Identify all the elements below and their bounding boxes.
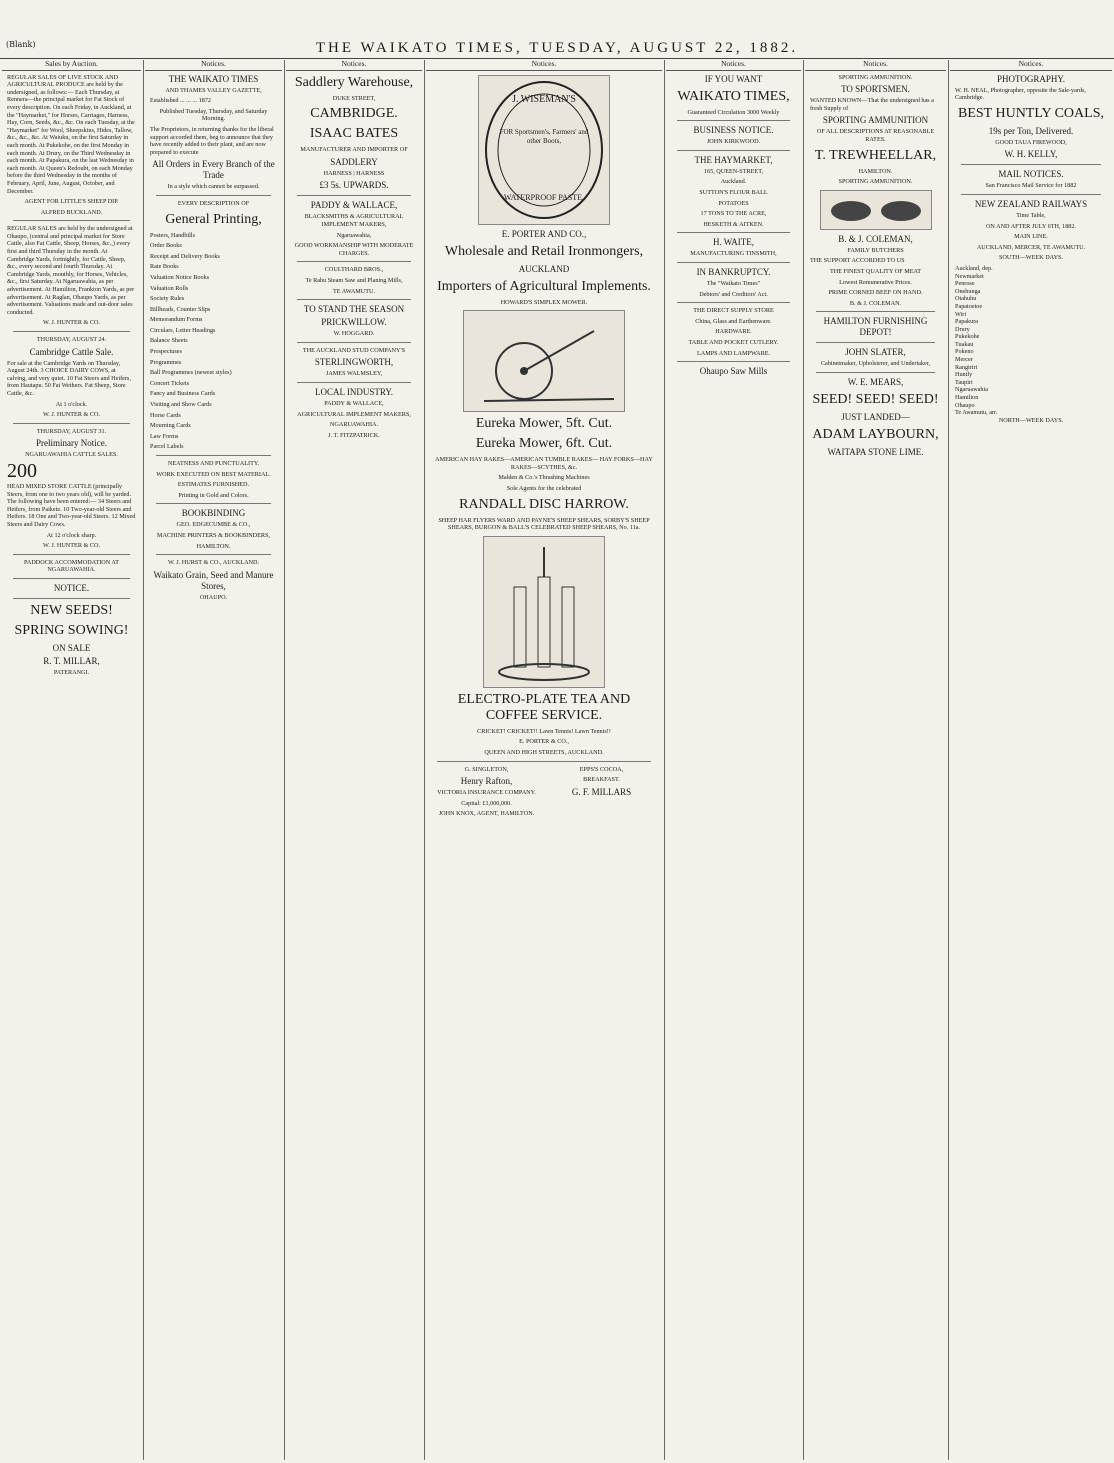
merchant-name: G. F. MILLARS (571, 786, 632, 797)
column-heading: Notices. (286, 60, 422, 71)
firm-name: HESKETH & AITKEN. (703, 220, 764, 228)
station-name: Penrose (955, 280, 975, 288)
sale-title: Cambridge Cattle Sale. (29, 346, 114, 357)
station-name: Mercer (955, 356, 973, 364)
station-name: Rangiriri (955, 363, 978, 371)
insurance-capital: Capital: £1,000,000. (461, 799, 512, 807)
auctioneer-name: W. J. HUNTER & CO. (42, 542, 100, 550)
paper-name: THE WAIKATO TIMES (168, 73, 259, 84)
section-title: HARDWARE. (715, 328, 752, 336)
station-name: Papatoetoe (955, 302, 983, 310)
owner-name: W. HOGGARD. (333, 330, 375, 338)
brand-name: J. WISEMAN'S (512, 93, 576, 105)
printing-list (150, 232, 277, 451)
column-heading: Notices. (426, 60, 662, 71)
saddlery-title: Saddlery Warehouse, (294, 74, 414, 90)
signatory: JOHN KIRKWOOD. (706, 138, 761, 146)
railway-title: NEW ZEALAND RAILWAYS (974, 198, 1088, 209)
station-name: Huntly (955, 371, 973, 379)
firm-name: PADDY & WALLACE, (324, 399, 384, 407)
butcher-name: B. & J. COLEMAN. (849, 299, 902, 307)
cocoa-sub: BREAKFAST. (583, 776, 620, 784)
seeds-title: NEW SEEDS! (30, 602, 113, 618)
printing-item: Rate Books (150, 263, 179, 271)
column-heading: Notices. (145, 60, 282, 71)
seed-title: SEED! SEED! SEED! (812, 391, 939, 407)
thrasher-line: Malden & Co.'s Thrashing Machines (498, 474, 590, 482)
material-line: WORK EXECUTED ON BEST MATERIAL. (156, 470, 271, 478)
jeweller-name: G. SINGLETON, (464, 765, 509, 773)
station-name: Pokeno (955, 348, 974, 356)
newspaper-title: THE WAIKATO TIMES, TUESDAY, AUGUST 22, 1882. (315, 40, 799, 56)
stallion-title: TO STAND THE SEASON (303, 304, 405, 315)
direction: NORTH—WEEK DAYS. (998, 416, 1064, 424)
orders-line: All Orders in Every Branch of the Trade (152, 159, 275, 181)
market-street: 165, QUEEN-STREET, (703, 167, 764, 175)
issue-number: (Blank) (6, 40, 36, 49)
column-ironmongers (426, 60, 662, 1460)
cattle-illustration (820, 190, 932, 230)
photo-body: W. H. NEAL, Photographer, opposite the Sale-yards, Cambridge. (955, 86, 1086, 102)
station-name: Auckland, dep. (955, 264, 993, 272)
printing-item: Parcel Labels (150, 443, 184, 451)
brand-product: WATERPROOF PASTE. (503, 192, 585, 202)
mower-model: Eureka Mower, 5ft. Cut. (475, 416, 613, 432)
landed-title: JUST LANDED— (841, 411, 910, 422)
firm-name: PADDY & WALLACE, (310, 200, 398, 211)
style-line: In a style which cannot be surpassed. (167, 183, 260, 191)
merchant-name: ISAAC BATES (309, 126, 399, 142)
column-notices-5 (666, 60, 801, 1460)
printing-item: Fancy and Business Cards (150, 390, 216, 398)
product-line: POTATOES (718, 199, 749, 207)
station-name: Tuakau (955, 340, 974, 348)
printing-item: Valuation Notice Books (150, 273, 210, 281)
product: HARNESS | HARNESS (323, 169, 385, 177)
printing-item: Prospectuses (150, 348, 182, 356)
bankruptcy-title: IN BANKRUPTCY. (696, 266, 771, 277)
auctioneer-name: W. J. HUNTER & CO. (42, 319, 100, 327)
estimates-line: ESTIMATES FURNISHED. (177, 481, 250, 489)
column-heading: Notices. (805, 60, 946, 71)
station-name: Ohaupo (955, 401, 975, 409)
every-line: EVERY DESCRIPTION OF (177, 199, 250, 207)
insurance-agent: JOHN KNOX, AGENT, HAMILTON. (438, 810, 535, 818)
station-name: Otahuhu (955, 295, 977, 303)
paddock-notice: PADDOCK ACCOMMODATION AT NGARUAWAHIA. (23, 558, 119, 574)
coal-price: 19s per Ton, Delivered. (988, 125, 1074, 136)
established: Established ... ... ... 1872 (150, 97, 212, 105)
paper-subtitle: AND THAMES VALLEY GAZETTE, (165, 86, 262, 94)
station-name: Onehunga (955, 287, 981, 295)
store-title: THE DIRECT SUPPLY STORE (693, 307, 774, 315)
rakes-line: AMERICAN HAY RAKES—AMERICAN TUMBLE RAKES— HAY FORKS—HAY RAKES—SCYTHES, &c. (435, 456, 653, 471)
section-title: China, Glass and Earthenware. (695, 317, 772, 325)
printing-item: Law Forms (150, 432, 179, 440)
seller-name: R. T. MILLAR, (43, 655, 100, 666)
price-line: Lowest Remunerative Prices. (839, 278, 912, 286)
firm-name: E. PORTER & CO., (519, 738, 569, 746)
station-name: Newmarket (955, 272, 984, 280)
auctioneer-name: W. J. HUNTER & CO. (42, 411, 100, 419)
paper-name: The "Waikato Times" (706, 279, 761, 287)
direction: SOUTH—WEEK DAYS. (998, 254, 1064, 262)
printing-item: Society Rules (150, 295, 185, 303)
line-title: MAIN LINE. (1014, 233, 1048, 241)
station-name: Drury (955, 325, 970, 333)
lime-title: WAITAPA STONE LIME. (827, 446, 924, 457)
printing-item: Horse Cards (150, 411, 181, 419)
firm-trade: Wholesale and Retail Ironmongers, (444, 243, 644, 259)
column-notices-6 (805, 60, 946, 1460)
printer-name: GEO. EDGECUMBE & CO., (176, 521, 251, 529)
quality-line: THE FINEST QUALITY OF MEAT (829, 267, 922, 275)
tinsmith-trade: MANUFACTURING TINSMITH, (690, 250, 777, 258)
column-divider (143, 60, 144, 1460)
firm-place: QUEEN AND HIGH STREETS, AUCKLAND. (484, 748, 604, 756)
bookbinding-title: BOOKBINDING (181, 508, 246, 519)
station-list (955, 265, 1107, 417)
yield-line: 17 TONS TO THE ACRE, (700, 210, 767, 218)
section-title: LAMPS AND LAMPWARE. (696, 349, 771, 357)
firm-trade: BLACKSMITHS & AGRICULTURAL IMPLEMENT MAKERS, (304, 213, 404, 228)
merchant-place: OHAUPO. (199, 593, 228, 601)
timetable-title: Time Table, (1016, 211, 1046, 219)
paper-name: WAIKATO TIMES, (677, 88, 790, 104)
auctioneer-name: ALFRED BUCKLAND. (40, 208, 103, 216)
sale-title: NGARUAWAHIA CATTLE SALES. (25, 451, 118, 459)
stallion-name: STERLINGWORTH, (314, 357, 394, 368)
printing-intro: The Proprietors, in returning thanks for the liberal support accorded them, beg to announce that they have recently added to their plant, and are now prepared to execute (150, 125, 274, 156)
column-divider (284, 60, 285, 1460)
act-name: Debtors' and Creditors' Act. (699, 290, 768, 298)
printing-item: Balance Sheets (150, 337, 188, 345)
firewood-line: GOOD TAUA FIREWOOD, (995, 138, 1067, 146)
mower-model: Eureka Mower, 6ft. Cut. (475, 436, 613, 452)
printing-item: Mourning Cards (150, 422, 191, 430)
printing-title: General Printing, (165, 211, 262, 227)
plate-title: ELECTRO-PLATE TEA AND COFFEE SERVICE. (457, 691, 631, 723)
tradesman-trade: Cabinetmaker, Upholsterer, and Undertaker, (820, 360, 931, 368)
product-sub: OF ALL DESCRIPTIONS AT REASONABLE RATES. (816, 128, 935, 143)
printing-item: Concert Tickets (150, 379, 190, 387)
station-name: Taupiri (955, 378, 973, 386)
printing-item: Receipt and Delivery Books (150, 252, 220, 260)
tradesman-name: JOHN SLATER, (845, 347, 906, 358)
market-town: Auckland. (720, 178, 747, 186)
firm-place: NGARUAWAHIA. (329, 421, 379, 429)
mail-title: MAIL NOTICES. (998, 169, 1064, 180)
section-title: TABLE AND POCKET CUTLERY. (688, 338, 779, 346)
beef-line: PRIME CORNED BEEF ON HAND. (828, 289, 923, 297)
merchant-name: T. TREWHEELLAR, (814, 147, 937, 163)
imp-title: Importers of Agricultural Implements. (437, 278, 651, 294)
firm-name: COULTHARD BROS., (324, 266, 384, 274)
cruet-illustration (483, 536, 605, 688)
notice-body: THE SUPPORT ACCORDED TO US (810, 257, 905, 265)
column-saddlery (286, 60, 422, 1460)
butcher-trade: FAMILY BUTCHERS (847, 246, 904, 254)
product-line: SUTTON'S FLOUR BALL (699, 188, 768, 196)
masthead-rule (0, 58, 1114, 59)
printing-item: Posters, Handbills (150, 231, 196, 239)
notice-title: TO SPORTSMEN. (841, 84, 910, 95)
product: SADDLERY (330, 156, 378, 167)
station-name: Ngaruawahia (955, 386, 988, 394)
column-auctions (2, 60, 141, 1460)
want-title: IF YOU WANT (704, 73, 763, 84)
tinsmith-name: H. WAITE, (712, 237, 755, 248)
printing-item: Order Books (150, 242, 182, 250)
merchant-name: W. J. HURST & CO., AUCKLAND. (167, 559, 260, 567)
column-divider (424, 60, 425, 1460)
agents-line: Sole Agents for the celebrated (506, 484, 582, 492)
neatness-line: NEATNESS AND PUNCTUALITY. (167, 460, 260, 467)
station-name: Wiri (955, 310, 967, 318)
firm-trade: AGRICULTURAL IMPLEMENT MAKERS, (297, 410, 411, 418)
station-name: Papakura (955, 318, 979, 326)
onsale-title: ON SALE (52, 642, 91, 653)
merchant-name: ADAM LAYBOURN, (812, 426, 939, 442)
section-title: SPORTING AMMUNITION. (838, 178, 913, 186)
printing-item: Ball Programmes (newest styles) (150, 369, 232, 377)
auction-notice: REGULAR SALES OF LIVE STOCK AND AGRICULTURAL PRODUCE are held by the undersigned, as follows:— Each Thursday, at Rennera—the principal market for Fat Stock of every description. On each Friday, in Auckland, at the "Haymarket," for Horses, Carriages, Harness, Hay, Corn, Seeds, &c., &c. On each Tuesday, at the "Haymarket" for Wool, Sheepskins, Hides, Tallow, &c., &c., &c. At Waiuku, on the first Saturday in each month. At Pukekohe, on the first Monday in each month. At Drury, on the Third Wednesday in each month. At Papakura, on the last Wednesday in each month. At Queen's Redoubt, on each Monday before the third Wednesday in the months of February, April, June, August, October, and December. (7, 73, 135, 195)
sale-title: Preliminary Notice. (36, 438, 107, 449)
owner-name: J. T. FITZPATRICK. (328, 431, 380, 439)
firm-name: E. PORTER AND CO., (501, 228, 587, 239)
printing-item: Billheads, Counter Slips (150, 305, 211, 313)
market-title: THE HAYMARKET, (694, 154, 773, 165)
brand-for: FOR Sportsmen's, Farmers' and other Boots, (499, 127, 589, 145)
butcher-name: B. & J. COLEMAN, (838, 233, 913, 244)
sale-details: For sale at the Cambridge Yards on Thursday, August 24th. 3 CHOICE DAIRY COWS, at calving, and very quiet. 10 Fat Steers and Heifers, from Hautapu. 50 Fat Wethers. Fat Sheep, Store Cattle, &c. (7, 359, 131, 397)
printer-place: HAMILTON. (196, 542, 231, 550)
coal-title: BEST HUNTLY COALS, (958, 105, 1104, 121)
firm-place: Ngaruawahia, (336, 231, 372, 239)
mower-title: HOWARD'S SIMPLEX MOWER. (500, 298, 588, 306)
sale-date: THURSDAY, AUGUST 24. (36, 336, 107, 343)
printing-item: Programmes (150, 358, 182, 366)
firm-place: TE AWAMUTU. (332, 287, 376, 295)
paste-illustration (478, 75, 610, 225)
line-route: AUCKLAND, MERCER, TE AWAMUTU. (976, 243, 1086, 251)
cocoa-title: EPPS'S COCOA, (579, 765, 624, 773)
merchant-name: W. H. KELLY, (1004, 149, 1058, 160)
bookseller-name: W. E. MEARS, (847, 376, 904, 387)
depot-title: HAMILTON FURNISHING DEPOT! (823, 316, 928, 338)
column-notices-7 (950, 60, 1112, 1460)
printing-item: Circulars, Letter Headings (150, 326, 216, 334)
town: CAMBRIDGE. (310, 106, 398, 122)
merchant-place: HAMILTON. (858, 167, 893, 175)
photo-title: PHOTOGRAPHY. (997, 73, 1065, 84)
printer-trade: MACHINE PRINTERS & BOOKBINDERS, (156, 531, 271, 539)
printing-item: Visiting and Show Cards (150, 401, 212, 409)
notice-title: NOTICE. (53, 582, 90, 593)
street: DUKE STREET, (332, 94, 376, 102)
stud-title: THE AUCKLAND STUD COMPANY'S (302, 346, 406, 354)
mower-illustration (463, 310, 625, 412)
workmanship-line: GOOD WORKMANSHIP WITH MODERATE CHARGES. (294, 242, 414, 257)
seller-place: PATERANGI. (53, 668, 90, 676)
gold-line: Printing in Gold and Colors. (178, 491, 249, 499)
stallion-name: PRICKWILLOW. (321, 317, 387, 328)
cricket-line: CRICKET! CRICKET!! Lawn Tennis! Lawn Tennis!! (477, 727, 611, 735)
business-title: BUSINESS NOTICE. (693, 125, 774, 136)
sale-time: At 12 o'clock sharp. (46, 531, 97, 539)
station-name: Te Awamutu, arr. (955, 409, 998, 417)
masthead (0, 0, 1114, 60)
merchant-name: Henry Rafton, (460, 776, 513, 787)
harrow-title: RANDALL DISC HARROW. (459, 496, 629, 512)
column-heading: Notices. (950, 60, 1112, 71)
publication: Published Tuesday, Thursday, and Saturday Morning. (159, 107, 268, 123)
mail-sub: San Francisco Mail Service for 1882 (985, 182, 1077, 190)
column-divider (664, 60, 665, 1460)
head-count: 200 (7, 459, 37, 482)
price-line: £3 5s. UPWARDS. (319, 180, 389, 191)
column-divider (803, 60, 804, 1460)
mill-name: Ohaupo Saw Mills (699, 366, 768, 377)
agent-line: AGENT FOR LITTLE'S SHEEP DIP. (24, 198, 119, 206)
station-name: Pukekohe (955, 333, 980, 341)
station-name: Hamilton (955, 394, 979, 402)
shears-line: SHEEP HAR FLYERS WARD AND PAYNE'S SHEEP SHEARS, SORBY'S SHEEP SHEARS, BURGON & BALL'S CELEBRATED SHEEP SHEARS, No. 11a. (438, 516, 650, 532)
circulation-line: Guaranteed Circulation 3000 Weekly (687, 108, 780, 116)
firm-place: AUCKLAND (518, 263, 570, 274)
printing-item: Valuation Rolls (150, 284, 189, 292)
seeds-subtitle: SPRING SOWING! (14, 622, 129, 638)
sale-date: THURSDAY, AUGUST 31. (36, 427, 107, 435)
printing-item: Memorandum Forms (150, 316, 203, 324)
mill-name: Te Rahu Steam Saw and Planing Mills, (305, 276, 403, 284)
column-heading: Sales by Auction. (2, 60, 141, 71)
insurance-title: VICTORIA INSURANCE COMPANY. (437, 789, 536, 797)
sale-time: At 1 o'clock. (55, 400, 88, 408)
column-divider (948, 60, 949, 1460)
section-title: SPORTING AMMUNITION. (838, 73, 913, 81)
auction-notice: REGULAR SALES are held by the undersigned at Ohaupo, (central and principal market for Store Cattle, also Fat Cattle, Sheep, Horses, &c.,) every first and third Thursday in the month. At Cambridge Yards, fortnightly, for Cattle, Sheep, &c., every second and fourth Thursday. At Cambridge Yards, monthly, for Horses, Vehicles, &c., first Saturday. At Ngaruawahia, as per advertisement. At Hamilton, Frankton Yards, as per advertisement. At Raglan, Ohaupo Yards, as per advertisement. Valuations made and out-door sales conducted. (7, 225, 135, 316)
sale-details: HEAD MIXED STORE CATTLE (principally Steers, from one to two years old), will be yarded. The following have been entered:— 34 Steers and Heifers, from Paikete. 10 Two-year-old Steers and Heifers. 18 One and Two-year-old Steers. 12 Mixed Steers and Dairy Cows. (7, 482, 136, 528)
trade-line: MANUFACTURER AND IMPORTER OF (300, 146, 408, 154)
product-title: SPORTING AMMUNITION (822, 115, 929, 126)
column-heading: Notices. (666, 60, 801, 71)
column-printing (145, 60, 282, 1460)
manager-name: JAMES WALMSLEY, (325, 370, 383, 378)
merchant-store: Waikato Grain, Seed and Manure Stores, (153, 569, 274, 591)
notice-body: WANTED KNOWN—That the undersigned has a fresh Supply of (810, 97, 934, 112)
industry-title: LOCAL INDUSTRY. (314, 386, 393, 397)
timetable-date: ON AND AFTER JULY 6TH, 1882. (985, 222, 1077, 230)
